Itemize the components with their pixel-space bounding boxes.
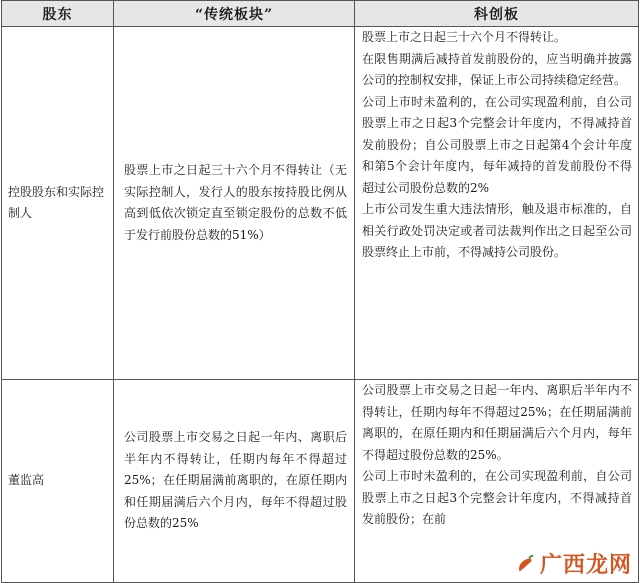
traditional-rule-cell: 公司股票上市交易之日起一年内、离职后半年内不得转让，任期内每年不得超过25%；在任期届满前离职的，在原任期内和任期届满后六个月内，每年不得超过股份总数的25% [114,380,355,583]
header-row [2,1,639,27]
star-rule-cell [355,27,639,380]
rule-paragraph: 股票上市之日起三十六个月不得转让。 [362,30,567,44]
lockup-comparison-table [1,0,639,583]
header-star-market: 科创板 [355,1,639,27]
header-shareholder: 股东 [2,1,114,27]
rule-paragraph: 公司上市时未盈利的，在公司实现盈利前，自公司股票上市之日起3个完整会计年度内，不得减持首发前股份；在前 [362,469,632,526]
header-traditional-board: “传统板块” [114,1,355,27]
watermark-brand: 广西龙网 [539,553,632,578]
traditional-rule-cell: 股票上市之日起三十六个月不得转让（无实际控制人，发行人的股东按持股比例从高到低依次锁定直至锁定股份的总数不低于发行前股份总数的51%） [114,27,355,380]
holder-cell: 控股股东和实际控制人 [2,27,114,380]
site-watermark [514,548,632,579]
rule-paragraph: 在限售期满后减持首发前股份的，应当明确并披露公司的控制权安排，保证上市公司持续稳定经营。 [362,51,632,87]
rule-paragraph: 公司股票上市交易之日起一年内、离职后半年内不得转让，任期内每年不得超过25%；在任期届满前离职的，在原任期内和任期届满后六个月内，每年不得超过股份总数的25%。 [362,383,632,462]
holder-cell: 董监高 [2,380,114,583]
rule-paragraph: 上市公司发生重大违法情形，触及退市标准的，自相关行政处罚决定或者司法裁判作出之日起至公司股票终止上市前，不得减持公司股份。 [362,202,632,259]
rule-paragraph: 公司上市时未盈利的，在公司实现盈利前，自公司股票上市之日起3个完整会计年度内，不得减持首发前股份；自公司股票上市之日起第4个会计年度和第5个会计年度内，每年减持的首发前股份不得超过公司股份总数的2% [362,94,632,195]
table-row [2,27,639,380]
chili-pepper-icon [514,553,536,575]
